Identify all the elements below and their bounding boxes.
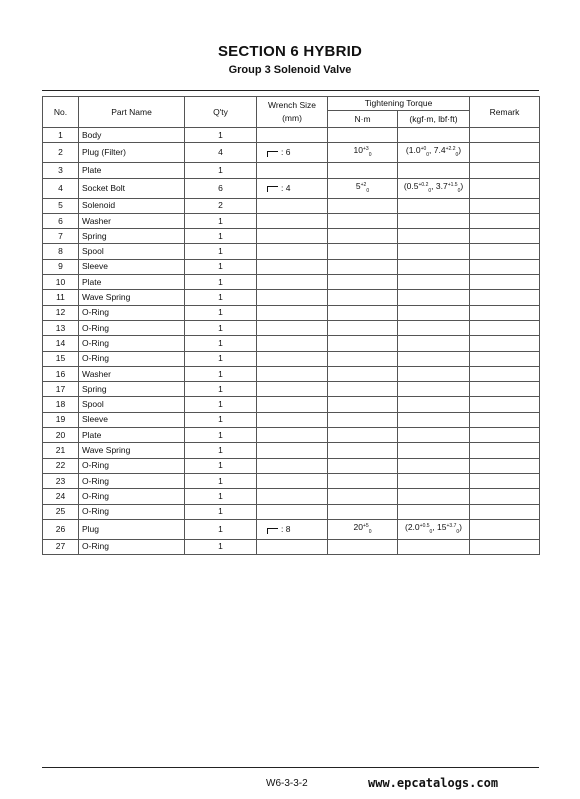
- cell-torque-kgf: [398, 351, 470, 366]
- cell-wrench: [257, 458, 328, 473]
- table-row: [43, 382, 540, 397]
- torque-lbf-value: 7.4: [433, 145, 446, 156]
- torque-lbf-minus: 0: [456, 528, 460, 535]
- cell-torque-kgf: [398, 489, 470, 504]
- cell-no: 5: [43, 198, 79, 213]
- hex-wrench-icon: [267, 186, 278, 192]
- header-torque: Tightening Torque: [328, 97, 470, 111]
- table-row: [43, 259, 540, 274]
- header-part-name: Part Name: [79, 97, 185, 128]
- table-row: [43, 412, 540, 427]
- cell-part-name: Plug: [79, 519, 185, 539]
- cell-torque-kgf: ($2.0^{+0.5}_0$, $15^{+3.7}_0$): [398, 519, 470, 539]
- table-row: [43, 320, 540, 335]
- cell-remark: [470, 198, 540, 213]
- torque-kgf-minus: 0: [429, 528, 433, 535]
- cell-wrench: [257, 397, 328, 412]
- torque-lbf-minus: 0: [455, 152, 459, 159]
- parts-table: [42, 96, 540, 555]
- cell-qty: 1: [185, 443, 257, 458]
- cell-qty: 1: [185, 366, 257, 381]
- watermark: www.epcatalogs.com: [368, 776, 499, 790]
- cell-wrench: [257, 198, 328, 213]
- cell-wrench: [257, 366, 328, 381]
- wrench-size: : 4: [281, 182, 291, 193]
- torque-kgf-plus: +0.2: [418, 181, 429, 188]
- cell-no: 27: [43, 539, 79, 554]
- top-rule: [42, 90, 539, 91]
- cell-part-name: Wave Spring: [79, 290, 185, 305]
- cell-part-name: Plate: [79, 428, 185, 443]
- cell-qty: 1: [185, 504, 257, 519]
- cell-remark: [470, 336, 540, 351]
- cell-wrench: [257, 336, 328, 351]
- wrench-size: : 8: [281, 523, 291, 534]
- cell-qty: 1: [185, 305, 257, 320]
- cell-torque-nm: [328, 519, 398, 539]
- cell-qty: 1: [185, 489, 257, 504]
- cell-no: 16: [43, 366, 79, 381]
- table-row: [43, 473, 540, 488]
- cell-qty: 1: [185, 519, 257, 539]
- cell-no: 21: [43, 443, 79, 458]
- table-row: [43, 290, 540, 305]
- cell-wrench: [257, 178, 328, 198]
- cell-wrench: [257, 143, 328, 163]
- cell-remark: [470, 259, 540, 274]
- cell-part-name: Plate: [79, 275, 185, 290]
- cell-torque-nm: [328, 366, 398, 381]
- cell-torque-kgf: [398, 428, 470, 443]
- header-wrench-size: [257, 97, 328, 128]
- cell-torque-nm: [328, 275, 398, 290]
- torque-nm-plus: +5: [362, 522, 369, 529]
- torque-kgf-minus: 0: [426, 152, 430, 159]
- cell-torque-kgf: [398, 198, 470, 213]
- cell-wrench: [257, 473, 328, 488]
- cell-qty: 1: [185, 336, 257, 351]
- cell-torque-nm: [328, 336, 398, 351]
- cell-qty: 1: [185, 163, 257, 178]
- cell-wrench: [257, 504, 328, 519]
- cell-part-name: Sleeve: [79, 259, 185, 274]
- cell-part-name: O-Ring: [79, 305, 185, 320]
- cell-torque-kgf: [398, 443, 470, 458]
- cell-remark: [470, 351, 540, 366]
- cell-torque-kgf: [398, 504, 470, 519]
- cell-torque-nm: [328, 178, 398, 198]
- cell-no: 25: [43, 504, 79, 519]
- cell-torque-kgf: [398, 213, 470, 228]
- torque-nm-value: 20: [353, 521, 363, 532]
- table-row: [43, 213, 540, 228]
- cell-remark: [470, 305, 540, 320]
- cell-no: 13: [43, 320, 79, 335]
- cell-no: 24: [43, 489, 79, 504]
- cell-torque-nm: [328, 397, 398, 412]
- cell-part-name: Spool: [79, 244, 185, 259]
- cell-remark: [470, 244, 540, 259]
- cell-torque-kgf: [398, 336, 470, 351]
- cell-torque-kgf: [398, 320, 470, 335]
- table-row: [43, 519, 540, 539]
- cell-qty: 1: [185, 473, 257, 488]
- cell-qty: 1: [185, 351, 257, 366]
- cell-remark: [470, 128, 540, 143]
- hex-wrench-icon: [267, 151, 278, 157]
- torque-kgf-value: 1.0: [408, 145, 421, 156]
- table-row: [43, 244, 540, 259]
- cell-torque-kgf: [398, 305, 470, 320]
- cell-torque-kgf: [398, 275, 470, 290]
- cell-no: 10: [43, 275, 79, 290]
- cell-torque-nm: [328, 382, 398, 397]
- table-row: [43, 163, 540, 178]
- cell-torque-nm: [328, 213, 398, 228]
- table-row: [43, 397, 540, 412]
- cell-torque-kgf: [398, 473, 470, 488]
- cell-part-name: O-Ring: [79, 320, 185, 335]
- cell-remark: [470, 539, 540, 554]
- table-row: [43, 198, 540, 213]
- cell-part-name: Wave Spring: [79, 443, 185, 458]
- cell-torque-kgf: [398, 163, 470, 178]
- torque-lbf-minus: 0: [457, 187, 461, 194]
- cell-qty: 4: [185, 143, 257, 163]
- cell-torque-nm: [328, 458, 398, 473]
- cell-torque-nm: [328, 143, 398, 163]
- cell-torque-nm: [328, 198, 398, 213]
- torque-nm-plus: +2: [360, 181, 367, 188]
- cell-torque-nm: [328, 229, 398, 244]
- cell-no: 6: [43, 213, 79, 228]
- cell-no: 9: [43, 259, 79, 274]
- cell-torque-nm: [328, 428, 398, 443]
- cell-remark: [470, 320, 540, 335]
- table-row: [43, 305, 540, 320]
- cell-part-name: Washer: [79, 213, 185, 228]
- table-row: [43, 351, 540, 366]
- cell-part-name: Spool: [79, 397, 185, 412]
- cell-qty: 6: [185, 178, 257, 198]
- table-row: [43, 539, 540, 554]
- cell-wrench: [257, 305, 328, 320]
- torque-nm-minus: 0: [368, 528, 372, 535]
- cell-part-name: O-Ring: [79, 504, 185, 519]
- torque-lbf-value: 3.7: [435, 180, 448, 191]
- cell-no: 4: [43, 178, 79, 198]
- header-qty: Q'ty: [185, 97, 257, 128]
- cell-no: 18: [43, 397, 79, 412]
- torque-nm-plus: +3: [362, 146, 369, 153]
- cell-remark: [470, 163, 540, 178]
- cell-torque-kgf: [398, 412, 470, 427]
- torque-kgf-value: 0.5: [406, 180, 419, 191]
- torque-kgf-value: 2.0: [407, 521, 420, 532]
- cell-remark: [470, 229, 540, 244]
- cell-wrench: [257, 320, 328, 335]
- cell-torque-kgf: [398, 290, 470, 305]
- table-row: [43, 489, 540, 504]
- cell-qty: 1: [185, 458, 257, 473]
- cell-part-name: Sleeve: [79, 412, 185, 427]
- cell-torque-kgf: [398, 397, 470, 412]
- cell-wrench: [257, 244, 328, 259]
- cell-torque-kgf: ($0.5^{+0.2}_0$, $3.7^{+1.5}_0$): [398, 178, 470, 198]
- cell-no: 17: [43, 382, 79, 397]
- cell-qty: 1: [185, 320, 257, 335]
- cell-remark: [470, 473, 540, 488]
- torque-lbf-plus: +3.7: [446, 522, 457, 529]
- cell-part-name: Spring: [79, 382, 185, 397]
- wrench-size: : 6: [281, 147, 291, 158]
- cell-torque-kgf: [398, 259, 470, 274]
- table-row: [43, 128, 540, 143]
- cell-no: 7: [43, 229, 79, 244]
- cell-remark: [470, 366, 540, 381]
- cell-remark: [470, 275, 540, 290]
- table-row: [43, 178, 540, 198]
- cell-torque-nm: [328, 163, 398, 178]
- cell-torque-kgf: [398, 244, 470, 259]
- cell-qty: 1: [185, 382, 257, 397]
- cell-qty: 1: [185, 428, 257, 443]
- cell-part-name: O-Ring: [79, 473, 185, 488]
- cell-torque-kgf: [398, 539, 470, 554]
- cell-wrench: [257, 428, 328, 443]
- cell-wrench: [257, 351, 328, 366]
- cell-remark: [470, 397, 540, 412]
- cell-no: 3: [43, 163, 79, 178]
- cell-no: 26: [43, 519, 79, 539]
- cell-torque-kgf: ($1.0^{+0}_0$, $7.4^{+2.2}_0$): [398, 143, 470, 163]
- cell-qty: 1: [185, 397, 257, 412]
- cell-torque-nm: [328, 320, 398, 335]
- cell-wrench: [257, 290, 328, 305]
- header-wrench-unit: (mm): [282, 113, 302, 123]
- cell-qty: 2: [185, 198, 257, 213]
- cell-no: 12: [43, 305, 79, 320]
- cell-wrench: [257, 128, 328, 143]
- cell-remark: [470, 443, 540, 458]
- cell-torque-nm: [328, 244, 398, 259]
- cell-no: 23: [43, 473, 79, 488]
- torque-kgf-minus: 0: [428, 187, 432, 194]
- table-row: [43, 336, 540, 351]
- cell-wrench: [257, 259, 328, 274]
- cell-no: 22: [43, 458, 79, 473]
- cell-remark: [470, 213, 540, 228]
- torque-lbf-plus: +2.2: [445, 146, 456, 153]
- cell-wrench: [257, 539, 328, 554]
- cell-remark: [470, 143, 540, 163]
- torque-lbf-plus: +1.5: [447, 181, 458, 188]
- cell-remark: [470, 458, 540, 473]
- cell-qty: 1: [185, 290, 257, 305]
- cell-torque-nm: [328, 412, 398, 427]
- cell-torque-kgf: [398, 366, 470, 381]
- cell-wrench: [257, 382, 328, 397]
- cell-qty: 1: [185, 539, 257, 554]
- table-row: [43, 443, 540, 458]
- header-remark: Remark: [470, 97, 540, 128]
- cell-torque-nm: [328, 443, 398, 458]
- section-title: SECTION 6 HYBRID: [217, 43, 363, 60]
- cell-wrench: [257, 443, 328, 458]
- table-row: [43, 229, 540, 244]
- cell-wrench: [257, 275, 328, 290]
- cell-wrench: [257, 163, 328, 178]
- header-nm: N·m: [328, 111, 398, 128]
- cell-no: 2: [43, 143, 79, 163]
- table-row: [43, 458, 540, 473]
- torque-lbf-value: 15: [437, 521, 447, 532]
- table-row: [43, 275, 540, 290]
- cell-part-name: Plug (Filter): [79, 143, 185, 163]
- cell-torque-nm: [328, 128, 398, 143]
- cell-qty: 1: [185, 244, 257, 259]
- cell-qty: 1: [185, 259, 257, 274]
- hex-wrench-icon: [267, 528, 278, 534]
- cell-remark: [470, 519, 540, 539]
- torque-nm-value: 5: [355, 180, 361, 191]
- torque-nm-minus: 0: [366, 187, 370, 194]
- torque-nm-value: 10: [353, 145, 363, 156]
- cell-wrench: [257, 489, 328, 504]
- cell-part-name: O-Ring: [79, 539, 185, 554]
- cell-torque-nm: [328, 290, 398, 305]
- torque-nm-minus: 0: [368, 152, 372, 159]
- torque-kgf-plus: +0: [420, 146, 427, 153]
- cell-torque-nm: [328, 473, 398, 488]
- cell-remark: [470, 428, 540, 443]
- cell-part-name: Body: [79, 128, 185, 143]
- cell-wrench: [257, 412, 328, 427]
- cell-remark: [470, 504, 540, 519]
- cell-torque-kgf: [398, 382, 470, 397]
- cell-torque-nm: [328, 489, 398, 504]
- cell-remark: [470, 382, 540, 397]
- cell-torque-nm: [328, 305, 398, 320]
- cell-wrench: [257, 229, 328, 244]
- cell-torque-kgf: [398, 128, 470, 143]
- cell-wrench: [257, 213, 328, 228]
- table-row: [43, 428, 540, 443]
- header-kgf: (kgf·m, lbf·ft): [398, 111, 470, 128]
- cell-torque-nm: [328, 351, 398, 366]
- cell-part-name: Socket Bolt: [79, 178, 185, 198]
- cell-torque-nm: [328, 259, 398, 274]
- cell-no: 15: [43, 351, 79, 366]
- cell-torque-nm: [328, 539, 398, 554]
- cell-part-name: O-Ring: [79, 336, 185, 351]
- torque-kgf-plus: +0.5: [419, 522, 430, 529]
- cell-remark: [470, 290, 540, 305]
- cell-part-name: Washer: [79, 366, 185, 381]
- cell-no: 1: [43, 128, 79, 143]
- cell-part-name: O-Ring: [79, 351, 185, 366]
- cell-remark: [470, 178, 540, 198]
- table-row: [43, 366, 540, 381]
- cell-qty: 1: [185, 229, 257, 244]
- cell-no: 19: [43, 412, 79, 427]
- cell-wrench: [257, 519, 328, 539]
- cell-no: 8: [43, 244, 79, 259]
- page-number: W6-3-3-2: [266, 778, 308, 789]
- cell-no: 11: [43, 290, 79, 305]
- cell-part-name: Spring: [79, 229, 185, 244]
- cell-torque-kgf: [398, 458, 470, 473]
- group-title: Group 3 Solenoid Valve: [228, 64, 352, 76]
- table-row: [43, 504, 540, 519]
- cell-torque-nm: [328, 504, 398, 519]
- cell-remark: [470, 489, 540, 504]
- cell-torque-kgf: [398, 229, 470, 244]
- cell-qty: 1: [185, 213, 257, 228]
- cell-part-name: O-Ring: [79, 489, 185, 504]
- header-no: No.: [43, 97, 79, 128]
- table-row: [43, 143, 540, 163]
- cell-part-name: O-Ring: [79, 458, 185, 473]
- cell-no: 20: [43, 428, 79, 443]
- cell-part-name: Solenoid: [79, 198, 185, 213]
- cell-no: 14: [43, 336, 79, 351]
- cell-qty: 1: [185, 128, 257, 143]
- cell-part-name: Plate: [79, 163, 185, 178]
- bottom-rule: [42, 767, 539, 768]
- cell-qty: 1: [185, 412, 257, 427]
- header-wrench-label: Wrench Size: [267, 100, 317, 110]
- cell-remark: [470, 412, 540, 427]
- cell-qty: 1: [185, 275, 257, 290]
